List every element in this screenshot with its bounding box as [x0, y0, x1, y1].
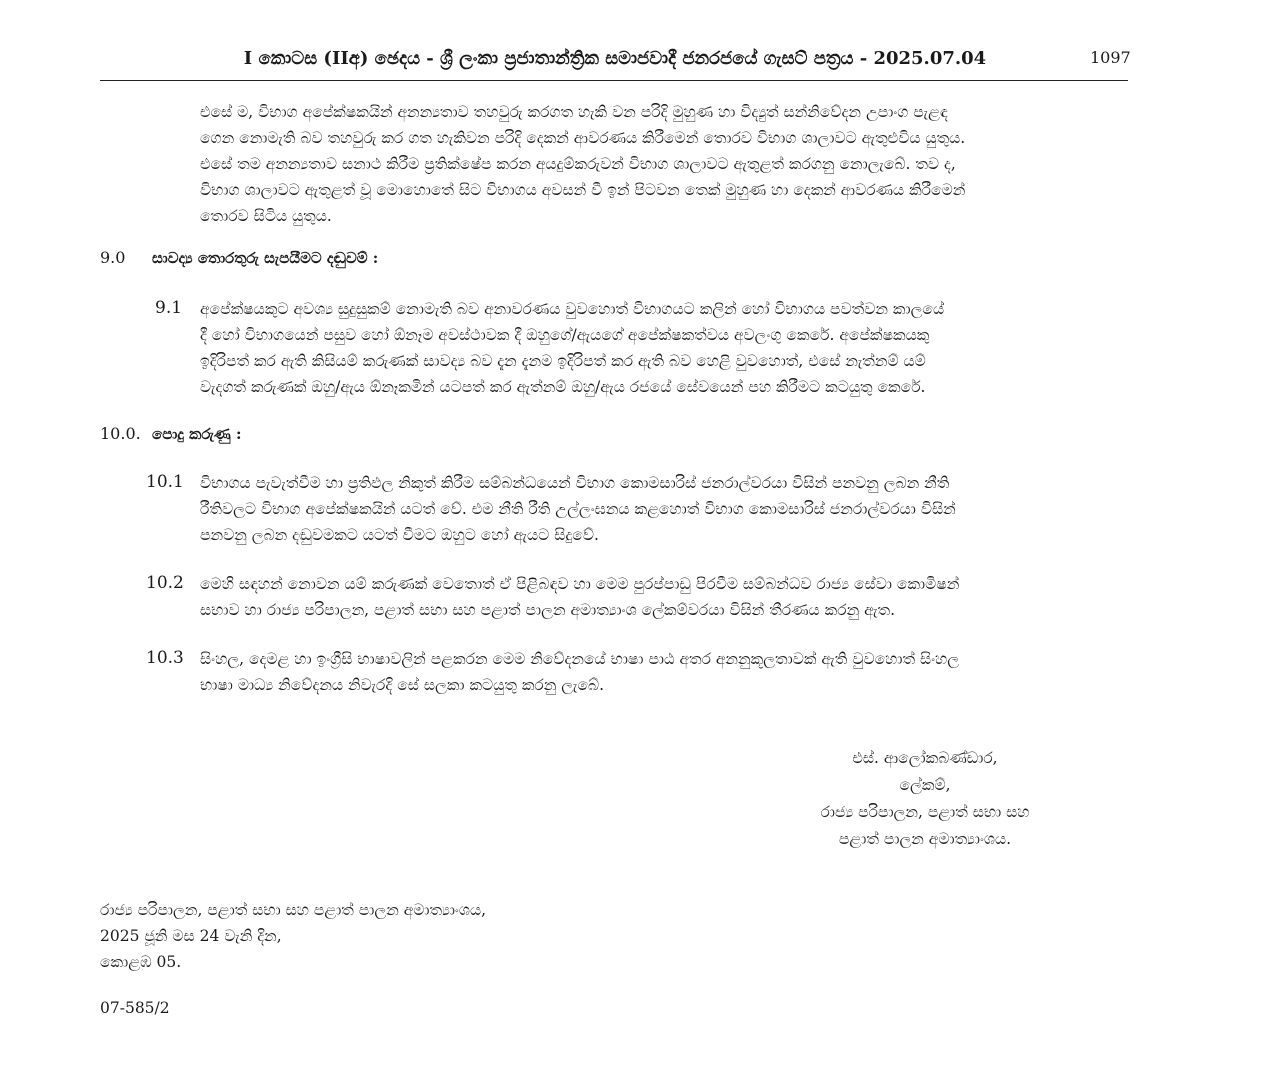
- section-heading-9: [100, 248, 378, 267]
- paragraph-line: එසේ ම, විභාග අපේක්ෂකයින් අනන්‍යතාව තහවුරු කරගත හැකි වන පරිදි මුහුණ හා විද්‍යුත් සන්නිවේදන උපාංග පැළඳ: [200, 103, 948, 121]
- section-number: 10.0.: [100, 424, 141, 443]
- subsection-9-1-text: [200, 296, 1130, 400]
- footer-date: 2025 ජූනි මස 24 වැනි දින,: [100, 927, 282, 945]
- signatory-ministry: පළාත් පාලන අමාත්‍යාංශය.: [838, 830, 1012, 848]
- header-divider: [100, 80, 1128, 81]
- section-title: සාවද්‍ය තොරතුරු සැපයීමට දඬුවම් :: [152, 249, 379, 267]
- signatory-ministry: රාජ්‍ය පරිපාලන, පළාත් සභා සහ: [820, 803, 1030, 821]
- signatory-designation: ලේකම්,: [899, 776, 951, 794]
- signature-block: [740, 745, 1110, 853]
- subsection-10-2-text: [200, 571, 1130, 623]
- subsection-10-3-text: [200, 646, 1130, 698]
- footer-office: රාජ්‍ය පරිපාලන, පළාත් සභා සහ පළාත් පාලන අමාත්‍යාංශය,: [100, 901, 487, 919]
- paragraph-line: විභාග ශාලාවට ඇතුළත් වූ මොහොතේ සිට විභාගය අවසන් වී ඉන් පිටවන තෙක් මුහුණ හා දෙකන් ආවරණය කිරීමෙන්: [200, 181, 966, 199]
- reference-number: 07-585/2: [100, 999, 170, 1017]
- section-number: 9.0: [100, 248, 126, 267]
- paragraph-line: මෙහි සඳහන් නොවන යම් කරුණක් වෙතොත් ඒ පිළිබඳව හා මෙම පුරප්පාඩු පිරවීම සම්බන්ධව රාජ්‍ය සේවා කොමිෂන්: [200, 575, 960, 593]
- paragraph-line: භාෂා මාධ්‍ය නිවේදනය නිවැරදි සේ සලකා කටයුතු කරනු ලැබේ.: [200, 676, 605, 694]
- page-number: 1097: [1090, 48, 1131, 67]
- paragraph-line: සිංහල, දෙමළ හා ඉංග්‍රීසි භාෂාවලින් පළකරන මෙම නිවේදනයේ භාෂා පාඨ අතර අනනුකූලතාවක් ඇති වුවහොත් සිංහල: [200, 650, 960, 668]
- paragraph-line: තොරව සිටිය යුතුය.: [200, 207, 332, 225]
- subsection-number-10-2: 10.2: [146, 573, 184, 593]
- paragraph-line: විභාගය පැවැත්වීම හා ප්‍රතිඵල නිකුත් කිරීම සම්බන්ධයෙන් විභාග කොමසාරිස් ජනරාල්වරයා විසින් පනවනු ලබන නීති: [200, 474, 950, 492]
- subsection-10-1-text: [200, 470, 1130, 548]
- paragraph-line: පනවනු ලබන දඬුවමකට යටත් වීමට ඔහුට හෝ ඇයට සිදුවේ.: [200, 526, 599, 544]
- paragraph-line: ගෙන නොමැති බව තහවුරු කර ගත හැකිවන පරිදි දෙකන් ආවරණය කිරීමෙන් තොරව විභාග ශාලාවට ඇතුළුවිය යුතුය.: [200, 129, 966, 147]
- section-title: පොදු කරුණු :: [152, 425, 242, 443]
- paragraph-line: අපේක්ෂයකුට අවශ්‍ය සුදුසුකම් නොමැති බව අනාවරණය වුවහොත් විභාගයට කලින් හෝ විභාගය පවත්වන කාලයේ: [200, 300, 945, 318]
- subsection-number-9-1: 9.1: [155, 298, 183, 318]
- subsection-number-10-1: 10.1: [146, 472, 184, 492]
- paragraph-line: සභාව හා රාජ්‍ය පරිපාලන, පළාත් සභා සහ පළාත් පාලන අමාත්‍යාංශ ලේකම්වරයා විසින් තීරණය කරනු ඇත.: [200, 601, 896, 619]
- paragraph-line: දී හෝ විභාගයෙන් පසුව හෝ ඕනෑම අවස්ථාවක දී ඔහුගේ/ඇයගේ අපේක්ෂකත්වය අවලංගු කෙරේ. අපේක්ෂකයකු: [200, 326, 930, 344]
- paragraph-line: එසේ තම අනන්‍යතාව සනාථ කිරීම ප්‍රතික්ෂේප කරන අයදුම්කරුවන් විභාග ශාලාවට ඇතුළත් කරගනු නොලැබේ. තව ද,: [200, 155, 956, 173]
- footer-city: කොළඹ 05.: [100, 953, 182, 971]
- paragraph-line: රීතිවලට විභාග අපේක්ෂකයින් යටත් වේ. එම නීති රීති උල්ලංඝනය කළහොත් විභාග කොමසාරිස් ජනරාල්වරයා විසින්: [200, 500, 956, 518]
- subsection-number-10-3: 10.3: [146, 648, 184, 668]
- gazette-header-title: I කොටස (IIඅ) ඡෙදය - ශ්‍රී ලංකා ප්‍රජාතාන්ත්‍රික සමාජවාදී ජනරජයේ ගැසට් පත්‍රය - 2025.07.04: [243, 48, 987, 69]
- footer-address: [100, 897, 486, 975]
- signatory-name: එස්. ආලෝකබණ්ඩාර,: [852, 749, 998, 767]
- intro-paragraph: [200, 99, 1130, 229]
- section-heading-10: [100, 424, 242, 443]
- paragraph-line: ඉදිරිපත් කර ඇති කිසියම් කරුණක් සාවද්‍ය බව දැන දැනම ඉදිරිපත් කර ඇති බව හෙළි වුවහොත්, එසේ නැත්නම් යම්: [200, 352, 926, 370]
- paragraph-line: වැදගත් කරුණක් ඔහු/ඇය ඕනෑකමින් යටපත් කර ඇත්නම් ඔහු/ඇය රජයේ සේවයෙන් පහ කිරීමට කටයුතු කෙරේ.: [200, 378, 926, 396]
